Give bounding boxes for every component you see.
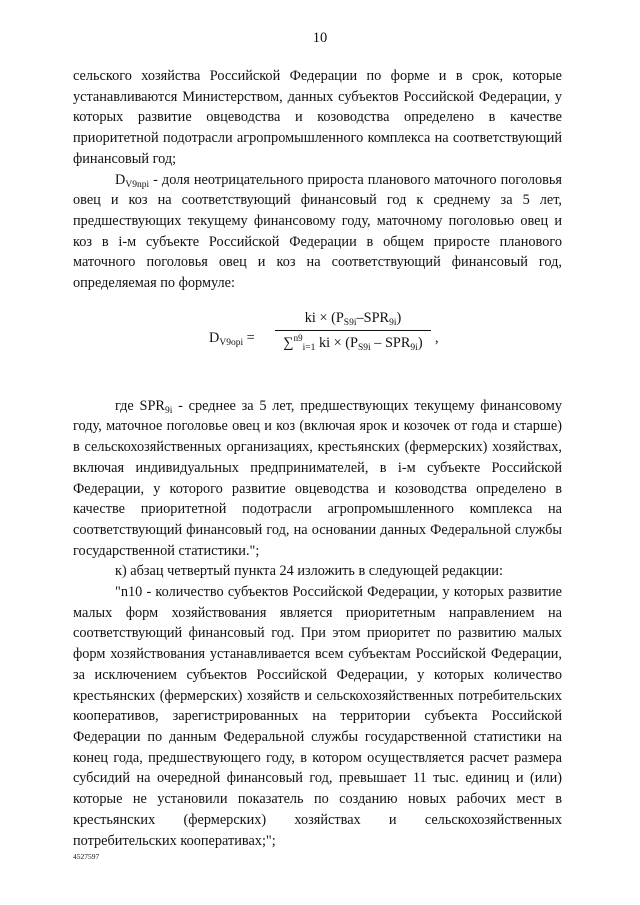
where-symbol-subscript: 9i: [164, 405, 173, 416]
page-number: 10: [312, 30, 328, 46]
sum-symbol: ∑: [283, 335, 294, 352]
formula-lhs-subscript: V9opi: [219, 337, 244, 348]
numerator-part-c: ): [396, 309, 402, 326]
where-symbol-main: SPR: [139, 397, 165, 414]
where-lead: где: [115, 397, 134, 414]
denominator-sub-2: 9i: [410, 343, 418, 354]
paragraph-share-definition: [73, 170, 562, 294]
formula-denominator: [273, 331, 433, 354]
numerator-part-b: –SPR: [356, 309, 390, 326]
paragraph-where-definition: [73, 396, 562, 562]
sum-upper-limit: n9: [293, 333, 303, 344]
formula-equals: =: [243, 329, 255, 346]
denominator-part-a: ki × (P: [318, 335, 358, 352]
sum-lower-limit: i=1: [302, 343, 316, 354]
formula-fraction: [273, 308, 433, 354]
where-definition-text: - среднее за 5 лет, предшествующих текущему финансовому году, маточное поголовье овец и коз (включая ярок и козочек от года и старше) в сельскохозяйственных организациях, крестьянских (фермерских) хозяйствах, включая индивидуальных предпринимателей, в i-м субъекте Российской Федерации, у которого развитие овцеводства и козоводства определено в качестве приоритетной подотрасли агропромышленного комплекса на соответствующий финансовый год, на основании данных Федеральной службы государственной статистики.";: [73, 397, 562, 559]
document-id: 4527597: [73, 852, 100, 861]
document-body: [73, 66, 562, 851]
numerator-sub-1: S9i: [343, 317, 357, 328]
symbol-d-main: D: [115, 171, 126, 188]
denominator-part-c: ): [417, 335, 423, 352]
formula-numerator: [273, 308, 433, 331]
formula-lhs-main: D: [209, 329, 220, 346]
paragraph-agriculture-form: сельского хозяйства Российской Федерации по форме и в срок, которые устанавливаются Министерством, данных субъектов Российской Федерации, у которых развитие овцеводства и козоводства определено в качестве приоритетной подотрасли агропромышленного комплекса на соответствующий финансовый год;: [73, 68, 562, 167]
denominator-part-b: – SPR: [370, 335, 411, 352]
numerator-part-a: ki × (P: [304, 309, 344, 326]
numerator-sub-2: 9i: [389, 317, 397, 328]
symbol-d-subscript: V9npi: [125, 179, 150, 190]
paragraph-n10-definition: "n10 - количество субъектов Российской Федерации, у которых развитие малых форм хозяйствования является приоритетным направлением на соответствующий финансовый год. При этом приоритет по развитию малых форм хозяйствования устанавливается всем субъектам Российской Федерации, за исключением субъектов Российской Федерации, у которых количество крестьянских (фермерских) хозяйств и сельскохозяйственных потребительских кооперативов, зарегистрированных на территории субъекта Российской Федерации по данным Федеральной службы государственной статистики на конец года, предшествующего году, в котором осуществляется расчет размера субсидий на очередной финансовый год, превышает 11 тыс. единиц и (или) которые не установили показатель по созданию новых рабочих мест в крестьянских (фермерских) хозяйствах и сельскохозяйственных потребительских кооперативах;";: [73, 584, 562, 849]
paragraph-amendment-k: к) абзац четвертый пункта 24 изложить в следующей редакции:: [115, 563, 503, 580]
formula-comma: ,: [435, 329, 439, 346]
share-definition-text: - доля неотрицательного прироста планового маточного поголовья овец и коз на соответствующий финансовый год к среднему за 5 лет, предшествующих текущему финансовому году, маточному поголовью овец и коз в i-м субъекте Российской Федерации в общем приросте планового маточного поголовья овец и коз на соответствующий финансовый год, определяемая по формуле:: [73, 171, 562, 292]
formula-lhs: [209, 328, 255, 349]
denominator-sub-1: S9i: [357, 343, 371, 354]
formula: [73, 306, 562, 376]
